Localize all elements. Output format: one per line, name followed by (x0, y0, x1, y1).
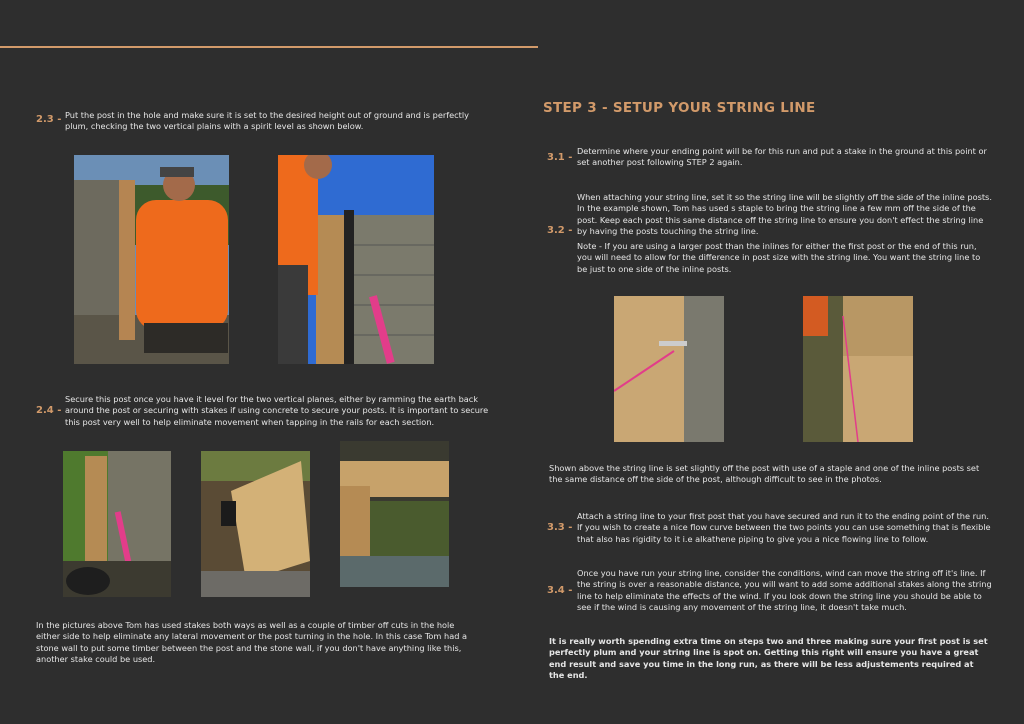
step-2-4-number: 2.4 - (36, 405, 62, 416)
photo-inline-post-string-line (803, 296, 913, 442)
photo-timber-between-post-and-wall (340, 441, 449, 587)
step-3-4-number: 3.4 - (547, 585, 573, 596)
closing-paragraph: It is really worth spending extra time on steps two and three making sure your first post is set perfectly plum and your string line is spot on. Getting this right will ensure you have a great end result and save you time in the long run, as there will be less adjustements required at the end. (549, 636, 988, 680)
step-2-3-text: Put the post in the hole and make sure it is set to the desired height out of ground and is perfectly plum, checking the two vertical plains with a spirit level as shown below. (65, 110, 469, 132)
photo-post-with-stakes (63, 451, 171, 597)
step-3-heading: STEP 3 - SETUP YOUR STRING LINE (543, 100, 816, 116)
photo-post-against-stone-wall (278, 155, 434, 364)
photos-caption: Shown above the string line is set slightly off the post with use of a staple and one of the inline posts set the same distance off the side of the post, although difficult to see in the photos. (549, 463, 980, 485)
left-bottom-paragraph: In the pictures above Tom has used stakes both ways as well as a couple of timber off cuts in the hole either side to help eliminate any lateral movement or the post turning in the hole. In this case Tom had a stone wall to put some timber between the post and the stone wall, if you don't have anything like this, another stake could be used. (36, 620, 468, 664)
photo-man-leveling-post (74, 155, 229, 364)
photo-staple-string-line (614, 296, 724, 442)
step-2-3-number: 2.3 - (36, 114, 62, 125)
step-3-2-number: 3.2 - (547, 225, 573, 236)
step-3-1-text: Determine where your ending point will be for this run and put a stake in the ground at this point or set another post following STEP 2 again. (577, 146, 987, 168)
step-3-3-text: Attach a string line to your first post that you have secured and run it to the ending point of the run. If you wish to create a nice flow curve between the two points you can use something that is flexible that also has rigidity to it i.e alkathene piping to give you a nice flowing line to follow. (577, 511, 991, 544)
step-2-4-text: Secure this post once you have it level for the two vertical planes, either by ramming the earth back around the post or securing with stakes if using concrete to secure your posts. It is important to secure this post very well to help eliminate movement when tapping in the rails for each section. (65, 394, 489, 427)
step-3-2-text: When attaching your string line, set it so the string line will be slightly off the side of the inline posts. In the example shown, Tom has used s staple to bring the string line a few mm off the side of the post. Keep each post this same distance off the string line to ensure you don't effect the string line by having the posts touching the string line. (577, 192, 992, 236)
step-3-1-number: 3.1 - (547, 152, 573, 163)
top-divider (0, 46, 538, 48)
step-3-3-number: 3.3 - (547, 522, 573, 533)
step-3-4-text: Once you have run your string line, consider the conditions, wind can move the string off it's line. If the string is over a reasonable distance, you will want to add some additional stakes along the string line to help eliminate the effects of the wind. If you look down the string line you should be able to see if the wind is causing any movement of the string line, it doesn't take much. (577, 568, 992, 612)
photo-timber-off-cut-in-hole (201, 451, 310, 597)
step-3-2-note: Note - If you are using a larger post than the inlines for either the first post or the end of this run, you will need to allow for the difference in post size with the string line. You want the string line to be just to one side of the inline posts. (577, 241, 981, 274)
